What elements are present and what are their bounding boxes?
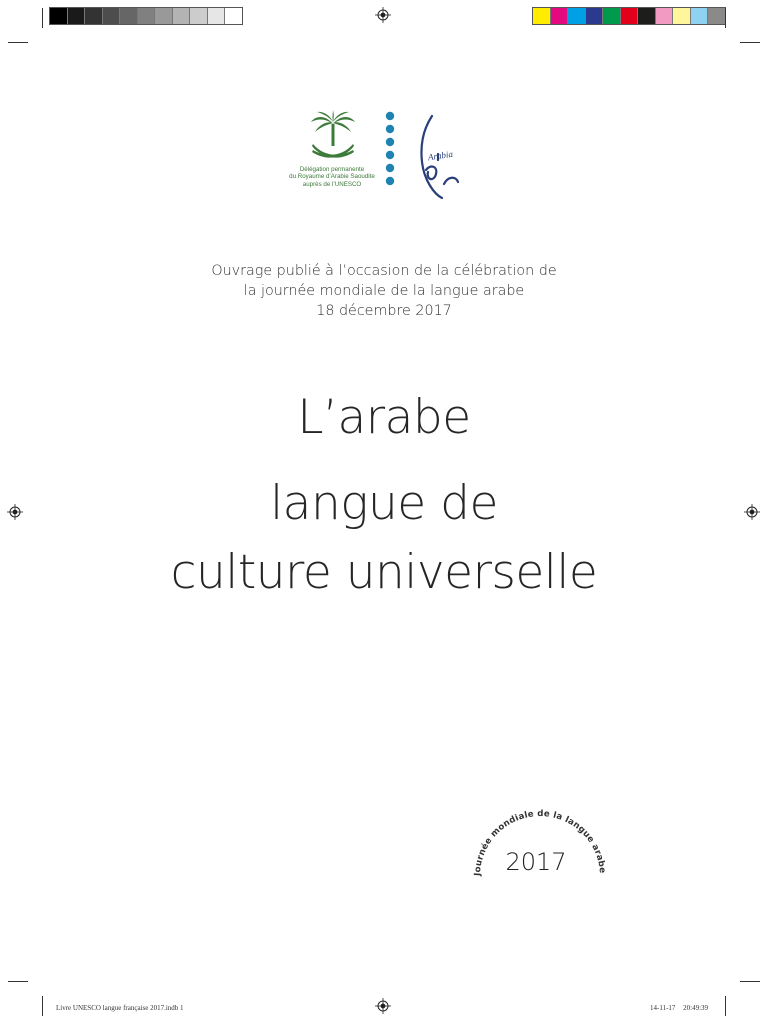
delegation-caption [289, 166, 375, 188]
print-time: 20:49:39 [683, 1004, 709, 1012]
crop-mark-top-right-v [725, 8, 726, 28]
publication-note-line-1: Ouvrage publié à l’occasion de la célébration de [211, 263, 557, 279]
publication-note-line-2: la journée mondiale de la langue arabe [243, 283, 525, 299]
seal-year: 2017 [505, 848, 567, 876]
gray-swatch [103, 8, 121, 24]
file-slug: Livre UNESCO langue française 2017.indb 1 [56, 1004, 184, 1012]
seal-arc-text: Journée mondiale de la langue arabe [472, 808, 607, 877]
publication-note-line-3: 18 décembre 2017 [316, 303, 452, 319]
print-date: 14-11-17 [650, 1004, 676, 1012]
color-swatch [673, 8, 691, 24]
print-timestamp [650, 1004, 708, 1012]
publication-note [0, 261, 768, 321]
color-swatch [533, 8, 551, 24]
grayscale-color-bar [49, 7, 243, 25]
color-swatch [691, 8, 709, 24]
color-swatch [638, 8, 656, 24]
gray-swatch [120, 8, 138, 24]
gray-swatch [208, 8, 226, 24]
delegation-line-2: du Royaume d’Arabie Saoudite [289, 173, 375, 181]
color-swatch [656, 8, 674, 24]
day-seal [462, 800, 612, 890]
gray-swatch [138, 8, 156, 24]
gray-swatch [190, 8, 208, 24]
gray-swatch [50, 8, 68, 24]
color-swatch [621, 8, 639, 24]
color-swatch [603, 8, 621, 24]
partner-logos [289, 110, 469, 200]
crop-mark-top-left-v [42, 8, 43, 28]
svg-text:Arabia: Arabia [427, 148, 454, 163]
arabia-calligraphy-logo-icon [404, 110, 469, 200]
process-color-bar [532, 7, 726, 25]
blue-dots-divider-icon [384, 110, 396, 200]
color-swatch [586, 8, 604, 24]
gray-swatch [68, 8, 86, 24]
book-title-line-2: langue de [270, 476, 498, 531]
delegation-line-1: Délégation permanente [299, 166, 365, 173]
crop-mark-top-left-h [8, 42, 28, 43]
crop-mark-top-right-h [740, 42, 760, 43]
palm-swords-emblem-icon [309, 110, 357, 166]
registration-mark-bottom-icon [375, 998, 391, 1014]
book-title-line-1: L’arabe [297, 390, 471, 445]
gray-swatch [85, 8, 103, 24]
gray-swatch [173, 8, 191, 24]
color-swatch [568, 8, 586, 24]
registration-mark-top-icon [375, 7, 391, 23]
gray-swatch [155, 8, 173, 24]
delegation-line-3: auprès de l’UNESCO [302, 180, 362, 188]
color-swatch [551, 8, 569, 24]
crop-mark-bottom-left-h [8, 981, 28, 982]
book-title-line-3: culture universelle [170, 545, 598, 600]
crop-mark-bottom-right-v [725, 996, 726, 1016]
crop-mark-bottom-left-v [42, 996, 43, 1016]
crop-mark-bottom-right-h [740, 981, 760, 982]
color-swatch [708, 8, 725, 24]
gray-swatch [225, 8, 242, 24]
